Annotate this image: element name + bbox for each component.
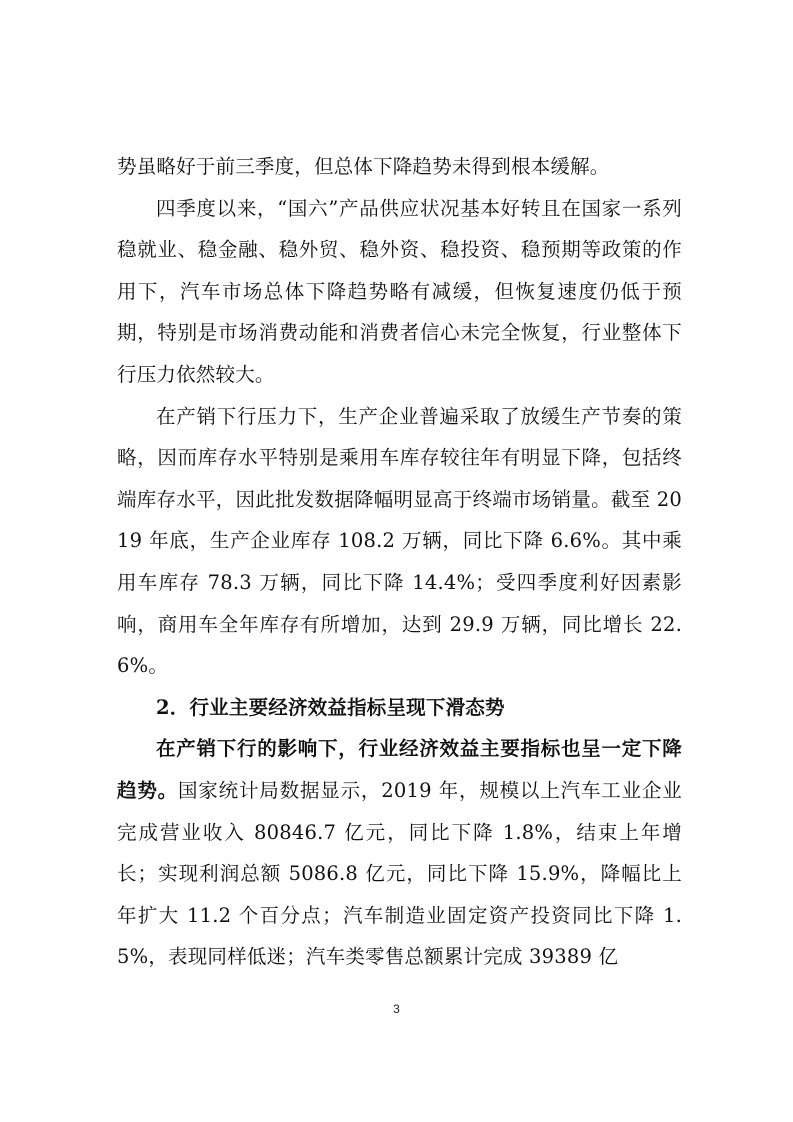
paragraph-bold-lead: 在产销下行的影响下，行业经济效益主要指标也呈一定下降趋势。 [117, 737, 682, 802]
body-text [117, 146, 682, 978]
page-number: 3 [393, 1002, 400, 1016]
section-heading: 2．行业主要经济效益指标呈现下滑态势 [156, 695, 505, 719]
paragraph-economic-indicators [117, 728, 682, 978]
paragraph-continuation: 势虽略好于前三季度，但总体下降趋势未得到根本缓解。 [117, 155, 610, 178]
paragraph-inventory: 在产销下行压力下，生产企业普遍采取了放缓生产节奏的策略，因而库存水平特别是乘用车库存较往年有明显下降，包括终端库存水平，因此批发数据降幅明显高于终端市场销量。截至 2019 年底，生产企业库存 108.2 万辆，同比下降 6.6%。其中乘用车库存 78.3 万辆，同比下降 14.4%；受四季度利好因素影响，商用车全年库存有所增加，达到 29.9 万辆，同比增长 22.6%。 [117, 404, 682, 678]
paragraph-body: 国家统计局数据显示，2019 年，规模以上汽车工业企业完成营业收入 80846.7 亿元，同比下降 1.8%，结束上年增长；实现利润总额 5086.8 亿元，同比下降 15.9%，降幅比上年扩大 11.2 个百分点；汽车制造业固定资产投资同比下降 1.5%，表现同样低迷；汽车类零售总额累计完成 39389 亿 [117, 778, 682, 969]
paragraph-q4-market: 四季度以来，“国六”产品供应状况基本好转且在国家一系列稳就业、稳金融、稳外贸、稳外资、稳投资、稳预期等政策的作用下，汽车市场总体下降趋势略有减缓，但恢复速度仍低于预期，特别是市场消费动能和消费者信心未完全恢复，行业整体下行压力依然较大。 [117, 196, 682, 386]
